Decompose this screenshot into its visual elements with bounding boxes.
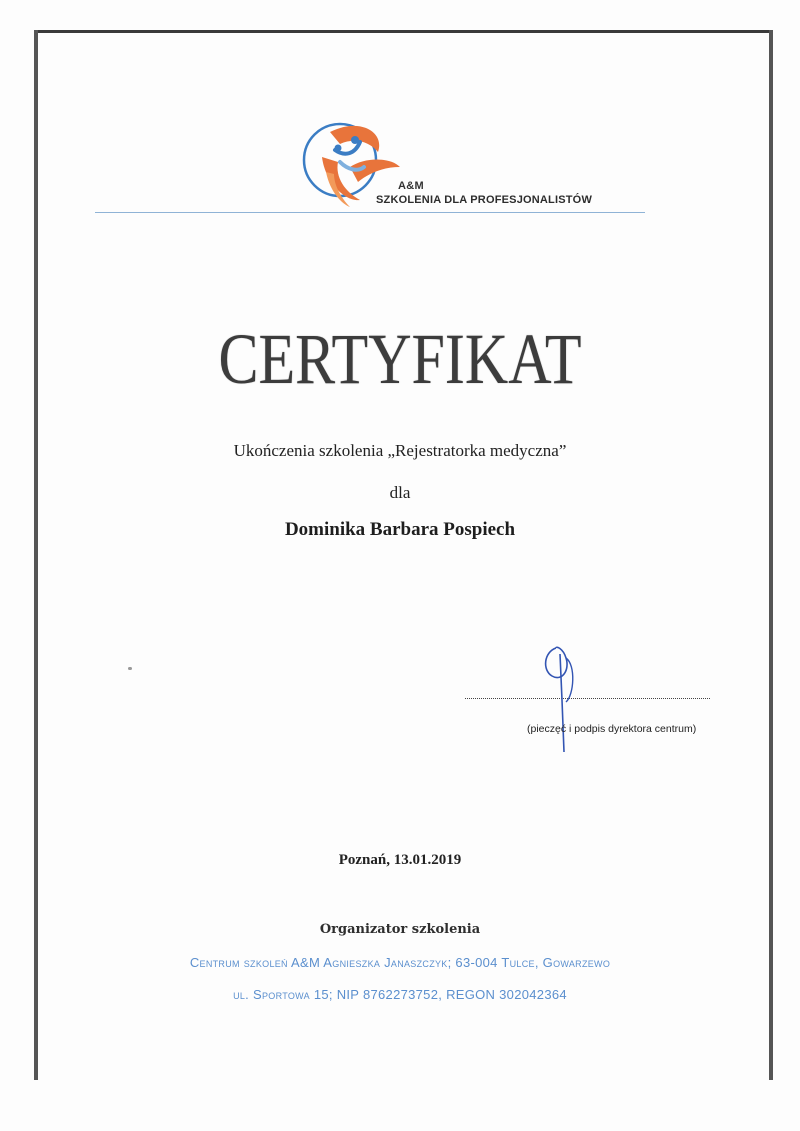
recipient-name: Dominika Barbara Pospiech	[284, 519, 516, 540]
for-text: dla	[389, 483, 411, 502]
logo-brand: A&M	[398, 180, 424, 192]
scan-speck	[128, 667, 132, 670]
page-border-top	[36, 30, 772, 33]
place-date: Poznań, 13.01.2019	[338, 852, 462, 868]
completion-text: Ukończenia szkolenia „Rejestratorka medyczna”	[233, 441, 567, 460]
organizer-registration-line: ul. Sportowa 15; NIP 8762273752, REGON 302042364	[233, 987, 567, 1002]
organizer-address-line: Centrum szkoleń A&M Agnieszka Janaszczyk; 63-004 Tulce, Gowarzewo	[189, 955, 611, 970]
signature-caption: (pieczęć i podpis dyrektora centrum)	[527, 723, 697, 735]
handwritten-signature-icon	[536, 640, 586, 755]
certificate-title: CERTYFIKAT	[218, 319, 582, 399]
logo-tagline: SZKOLENIA DLA PROFESJONALISTÓW	[376, 194, 593, 206]
header-rule	[95, 212, 645, 213]
organizer-heading: Organizator szkolenia	[319, 922, 481, 937]
signature-line	[465, 698, 710, 699]
